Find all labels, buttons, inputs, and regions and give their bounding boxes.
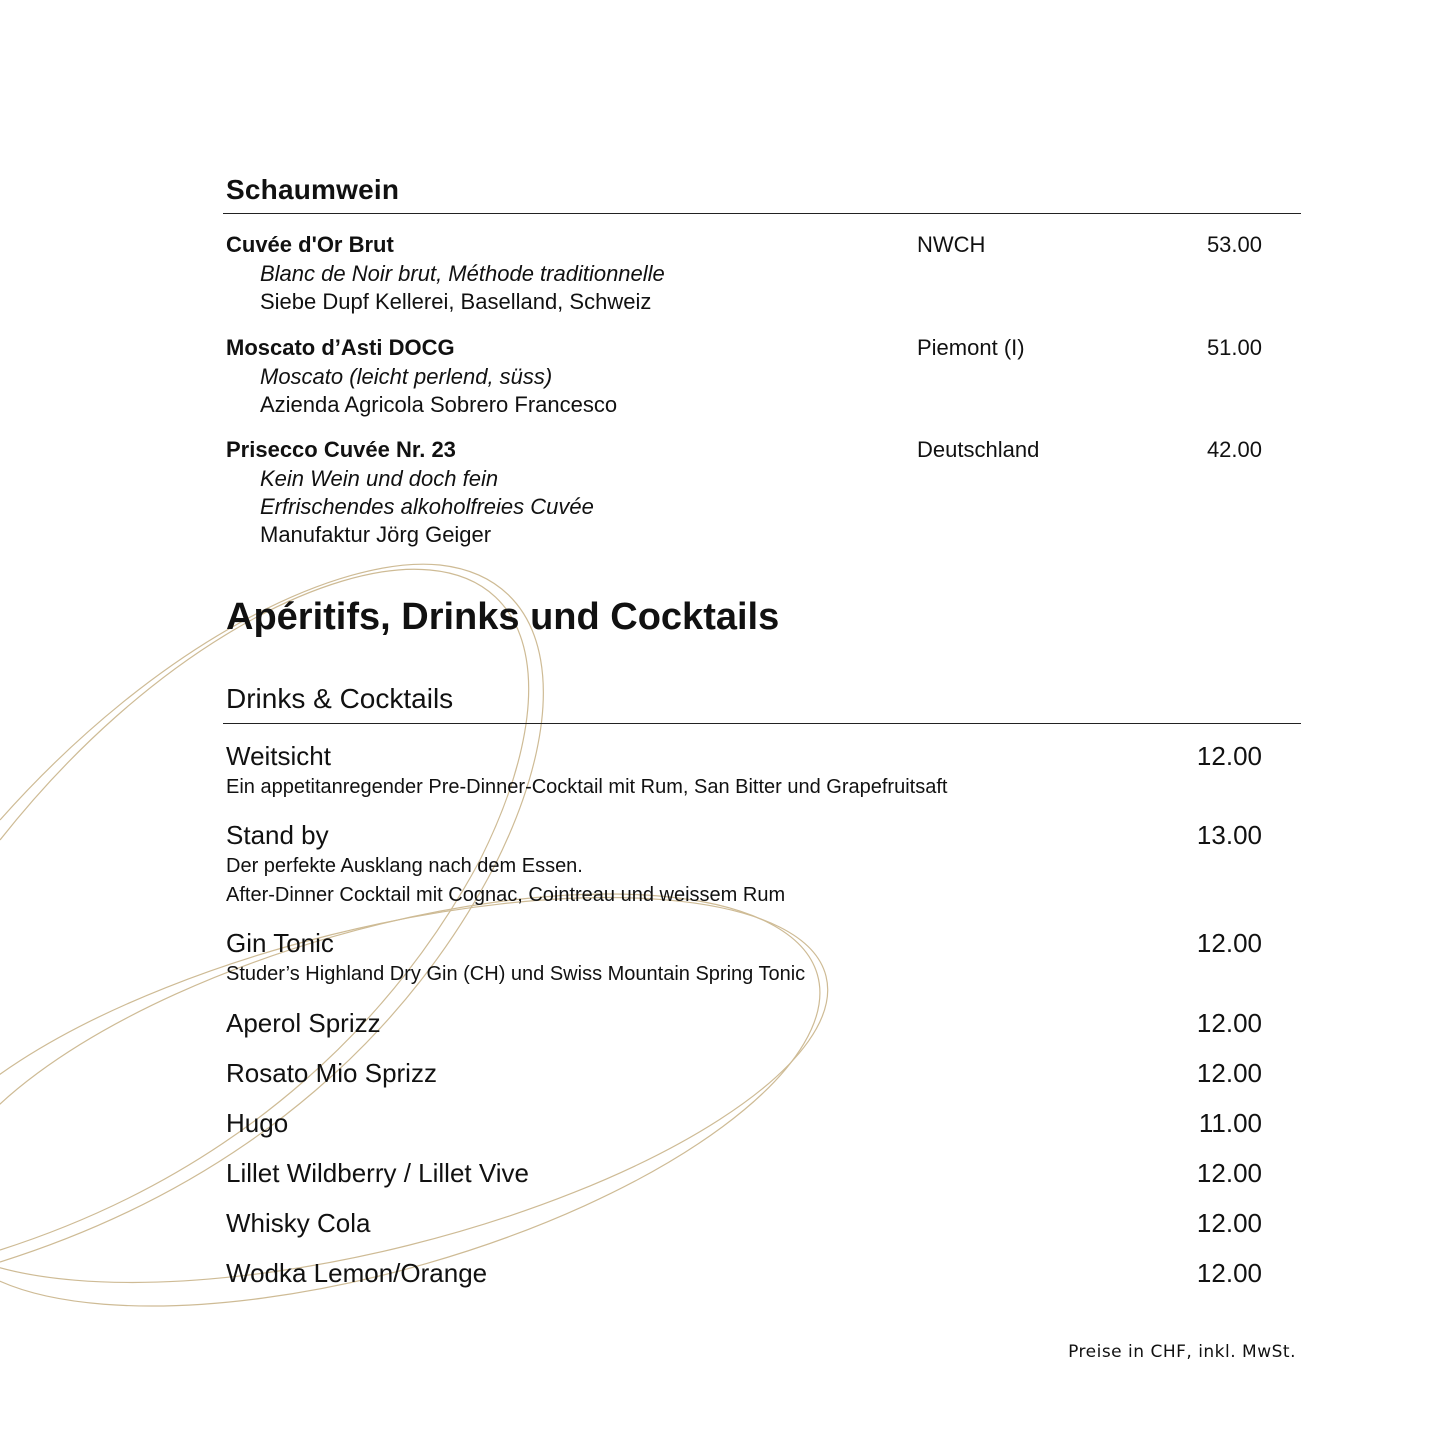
- drink-price: 13.00: [1196, 820, 1262, 850]
- wine-producer: Siebe Dupf Kellerei, Baselland, Schweiz: [260, 289, 652, 314]
- drink-name: Weitsicht: [226, 741, 331, 771]
- wine-producer: Manufaktur Jörg Geiger: [260, 522, 492, 547]
- drink-item: [226, 1206, 1266, 1240]
- wine-style: Blanc de Noir brut, Méthode traditionnelle: [260, 261, 665, 286]
- drink-name: Whisky Cola: [226, 1208, 371, 1238]
- drink-price: 12.00: [1196, 1208, 1262, 1238]
- drink-description: Ein appetitanregender Pre-Dinner-Cocktail mit Rum, San Bitter und Grapefruitsaft: [226, 776, 948, 798]
- drink-name: Rosato Mio Sprizz: [226, 1058, 437, 1088]
- wine-region: Piemont (I): [917, 335, 1025, 360]
- page-title: Apéritifs, Drinks und Cocktails: [226, 596, 780, 638]
- drink-description: Studer’s Highland Dry Gin (CH) und Swiss Mountain Spring Tonic: [226, 963, 806, 985]
- drink-item: [226, 1006, 1266, 1040]
- drink-item: [226, 926, 1266, 989]
- wine-region: NWCH: [917, 232, 986, 257]
- wine-name: Moscato d’Asti DOCG: [226, 335, 455, 360]
- wine-style: Erfrischendes alkoholfreies Cuvée: [260, 494, 594, 519]
- section-divider: [223, 213, 1301, 214]
- drink-name: Wodka Lemon/Orange: [226, 1258, 488, 1288]
- drink-price: 12.00: [1196, 741, 1262, 771]
- wine-item: [226, 333, 1266, 419]
- wine-item: [226, 230, 1266, 316]
- wine-region: Deutschland: [917, 437, 1040, 462]
- section-divider: [223, 723, 1301, 724]
- drink-name: Aperol Sprizz: [226, 1008, 381, 1038]
- wine-item: [226, 435, 1266, 549]
- price-footnote: Preise in CHF, inkl. MwSt.: [1068, 1342, 1296, 1362]
- drink-item: [226, 739, 1266, 802]
- drink-price: 12.00: [1196, 1008, 1262, 1038]
- drink-price: 12.00: [1196, 1258, 1262, 1288]
- drink-name: Hugo: [226, 1108, 289, 1138]
- drink-item: [226, 1056, 1266, 1090]
- wine-name: Prisecco Cuvée Nr. 23: [226, 437, 456, 462]
- wine-name: Cuvée d'Or Brut: [226, 232, 394, 257]
- drink-name: Gin Tonic: [226, 928, 334, 958]
- drink-item: [226, 1256, 1266, 1290]
- drink-item: [226, 1156, 1266, 1190]
- drink-item: [226, 818, 1266, 910]
- wine-price: 51.00: [1206, 335, 1262, 360]
- drink-price: 12.00: [1196, 1158, 1262, 1188]
- section-title-drinks: Drinks & Cocktails: [226, 683, 454, 714]
- wine-producer: Azienda Agricola Sobrero Francesco: [260, 392, 618, 417]
- drink-price: 12.00: [1196, 1058, 1262, 1088]
- drink-description: Der perfekte Ausklang nach dem Essen.: [226, 855, 583, 877]
- drink-name: Stand by: [226, 820, 329, 850]
- wine-style: Kein Wein und doch fein: [260, 466, 499, 491]
- drink-price: 11.00: [1198, 1108, 1262, 1138]
- drink-item: [226, 1106, 1266, 1140]
- section-title-schaumwein: Schaumwein: [226, 174, 400, 205]
- wine-price: 42.00: [1206, 437, 1262, 462]
- wine-price: 53.00: [1206, 232, 1262, 257]
- wine-style: Moscato (leicht perlend, süss): [260, 364, 553, 389]
- drink-description: After-Dinner Cocktail mit Cognac, Cointreau und weissem Rum: [226, 884, 786, 906]
- drink-name: Lillet Wildberry / Lillet Vive: [226, 1158, 529, 1188]
- drink-price: 12.00: [1196, 928, 1262, 958]
